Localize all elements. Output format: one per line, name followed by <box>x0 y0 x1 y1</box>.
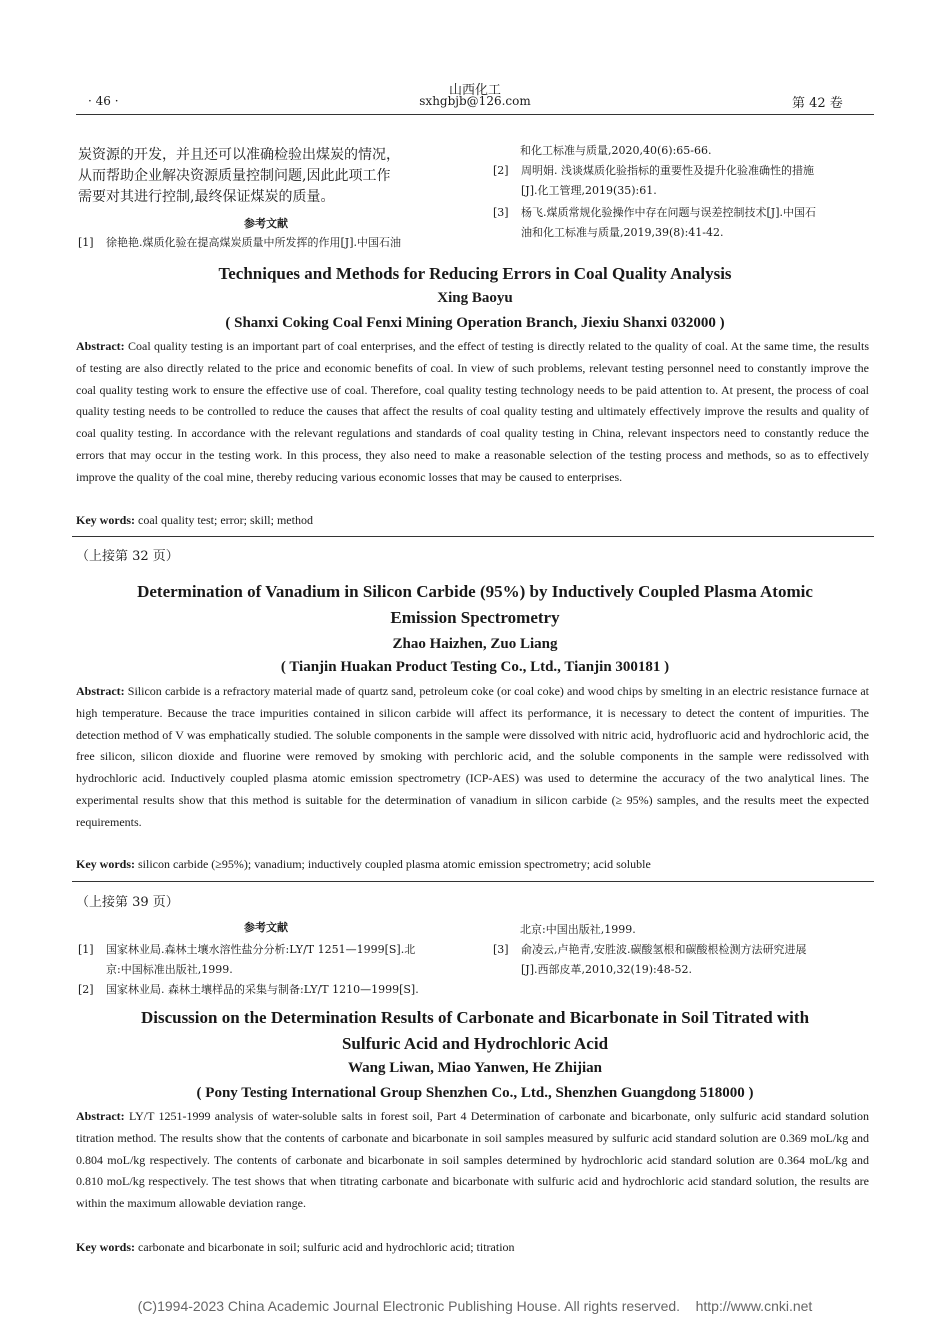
body-line: 炭资源的开发，并且还可以准确检验出煤炭的情况， <box>78 147 400 163</box>
reference-text: 周明娟. 浅谈煤质化验指标的重要性及提升化验准确性的措施 <box>521 164 814 177</box>
continued-from-label: （上接第 39 页） <box>76 895 179 910</box>
article-authors: Zhao Haizhen, Zuo Liang <box>392 636 558 652</box>
top-body-text <box>78 145 473 208</box>
references-heading: 参考文献 <box>244 217 288 230</box>
article-affiliation: ( Tianjin Huakan Product Testing Co., Ltd., Tianjin 300181 ) <box>280 659 670 675</box>
reference-number: [3] <box>493 206 509 219</box>
reference-number: [1] <box>78 236 94 249</box>
copyright-footer: (C)1994-2023 China Academic Journal Electronic Publishing House. All rights reserved. http://www.cnki.net <box>137 1298 813 1314</box>
reference-text: 杨飞.煤质常规化验操作中存在问题与误差控制技术[J].中国石 <box>521 206 816 219</box>
reference-item <box>493 940 873 980</box>
body-line: 需要对其进行控制,最终保证煤炭的质量。 <box>78 189 335 205</box>
article-abstract <box>76 681 869 834</box>
keywords-text: carbonate and bicarbonate in soil; sulfuric acid and hydrochloric acid; titration <box>138 1240 515 1254</box>
article-title: Techniques and Methods for Reducing Errors in Coal Quality Analysis <box>218 264 732 283</box>
reference-item <box>78 940 478 980</box>
reference-number: [2] <box>493 164 509 177</box>
keywords-label: Key words: <box>76 1240 135 1254</box>
article-title: Determination of Vanadium in Silicon Carbide (95%) by Inductively Coupled Plasma Atomic <box>137 582 813 601</box>
keywords-label: Key words: <box>76 513 135 527</box>
reference-number: [3] <box>493 943 509 956</box>
reference-text: 俞凌云,卢艳青,安胜波.碳酸氢根和碳酸根检测方法研究进展 <box>521 943 807 956</box>
article-abstract <box>76 1106 869 1215</box>
abstract-label: Abstract: <box>76 339 125 353</box>
abstract-text: Coal quality testing is an important part of coal enterprises, and the effect of testing is directly related to the quality of coal. At the same time, the results of testing are also directly related to the price and economic benefits of coal. In view of such problems, relevant testing personnel need to constantly improve the coal quality testing work to ensure the effective use of coal. Therefore, coal quality testing technology needs to be paid attention to. At present, the process of coal quality testing needs to be controlled to reduce the causes that affect the results of coal quality testing and ultimately effectively improve the results and quality of coal quality testing. In accordance with the relevant regulations and standards of coal quality testing in China, relevant inspectors need to constantly reduce the errors that may occur in the testing work. In this process, they also need to make a reasonable selection of the testing process and methods, so as to effectively improve the quality of the coal mine, thereby reducing various economic losses that may be caused to enterprises. <box>76 339 869 484</box>
article-title-line2: Sulfuric Acid and Hydrochloric Acid <box>341 1034 609 1053</box>
abstract-label: Abstract: <box>76 1109 125 1123</box>
abstract-label: Abstract: <box>76 684 125 698</box>
section-divider <box>72 536 874 537</box>
reference-text: 国家林业局. 森林土壤样品的采集与制备:LY/T 1210—1999[S]. <box>106 983 419 996</box>
volume-number: 第 42 卷 <box>792 96 843 111</box>
reference-continuation: 和化工标准与质量,2020,40(6):65-66. <box>520 144 712 157</box>
article-title-line2: Emission Spectrometry <box>390 608 560 627</box>
reference-number: [1] <box>78 943 94 956</box>
keywords-text: silicon carbide (≥95%); vanadium; inductively coupled plasma atomic emission spectrometry; acid soluble <box>138 857 651 871</box>
abstract-text: LY/T 1251-1999 analysis of water-soluble salts in forest soil, Part 4 Determination of carbonate and bicarbonate, only sulfuric acid standard solution titration method. The results show that the contents of carbonate and bicarbonate in soil samples measured by sulfuric acid standard solution are 0.369 moL/kg and 0.804 moL/kg respectively. The contents of carbonate and bicarbonate in soil samples determined by hydrochloric acid standard solution are 0.364 moL/kg and 0.810 moL/kg respectively. The test shows that when titrating carbonate and bicarbonate with sulfuric acid and hydrochloric acid standard solution, the results are within the maximum allowable deviation range. <box>76 1109 869 1211</box>
keywords-text: coal quality test; error; skill; method <box>138 513 313 527</box>
article-title: Discussion on the Determination Results of Carbonate and Bicarbonate in Soil Titrated with <box>140 1008 810 1027</box>
reference-item <box>493 203 873 243</box>
reference-text: [J].化工管理,2019(35):61. <box>521 184 657 197</box>
keywords-label: Key words: <box>76 857 135 871</box>
article-authors: Xing Baoyu <box>437 290 513 306</box>
reference-number: [2] <box>78 983 94 996</box>
journal-name: 山西化工 <box>448 83 501 98</box>
page-number: · 46 · <box>88 94 119 108</box>
article-affiliation: ( Pony Testing International Group Shenzhen Co., Ltd., Shenzhen Guangdong 518000 ) <box>196 1085 754 1101</box>
reference-item <box>493 161 873 201</box>
reference-item <box>78 233 478 253</box>
header-rule <box>76 114 874 115</box>
reference-text: 京:中国标准出版社,1999. <box>106 963 233 976</box>
article-keywords <box>76 854 869 874</box>
reference-text: [J].西部皮革,2010,32(19):48-52. <box>521 963 692 976</box>
references-heading: 参考文献 <box>244 921 288 934</box>
reference-text: 徐艳艳.煤质化验在提高煤炭质量中所发挥的作用[J].中国石油 <box>106 236 401 249</box>
article-keywords <box>76 1237 869 1257</box>
article-affiliation: ( Shanxi Coking Coal Fenxi Mining Operation Branch, Jiexiu Shanxi 032000 ) <box>225 315 725 331</box>
article-keywords <box>76 510 869 530</box>
article-authors: Wang Liwan, Miao Yanwen, He Zhijian <box>347 1060 603 1076</box>
reference-text: 国家林业局.森林土壤水溶性盐分分析:LY/T 1251—1999[S].北 <box>106 943 416 956</box>
article-abstract <box>76 336 869 489</box>
journal-email: sxhgbjb@126.com <box>419 94 531 108</box>
reference-continuation: 北京:中国出版社,1999. <box>520 923 636 936</box>
body-line: 从而帮助企业解决资源质量控制问题,因此此项工作 <box>78 168 391 184</box>
abstract-text: Silicon carbide is a refractory material made of quartz sand, petroleum coke (or coal coke) and wood chips by smelting in an electric resistance furnace at high temperature. Because the trace impurities contained in silicon carbide will affect its performance, it is necessary to detect the content of impurities. The detection method of V was emphatically studied. The soluble components in the sample were dissolved with nitric acid, hydrofluoric acid and hydrochloric acid, the free silicon, silicon dioxide and fluorine were removed by smoking with perchloric acid, and the soluble components in the sample were redissolved with hydrochloric acid. Inductively coupled plasma atomic emission spectrometry (ICP-AES) was used to determine the accuracy of the two analytical lines. The experimental results show that this method is suitable for the determination of vanadium in silicon carbide (≥ 95%) samples, and the results meet the expected requirements. <box>76 684 869 829</box>
continued-from-label: （上接第 32 页） <box>76 549 179 564</box>
reference-text: 油和化工标准与质量,2019,39(8):41-42. <box>521 226 724 239</box>
reference-item <box>78 980 478 1000</box>
section-divider <box>72 881 874 882</box>
